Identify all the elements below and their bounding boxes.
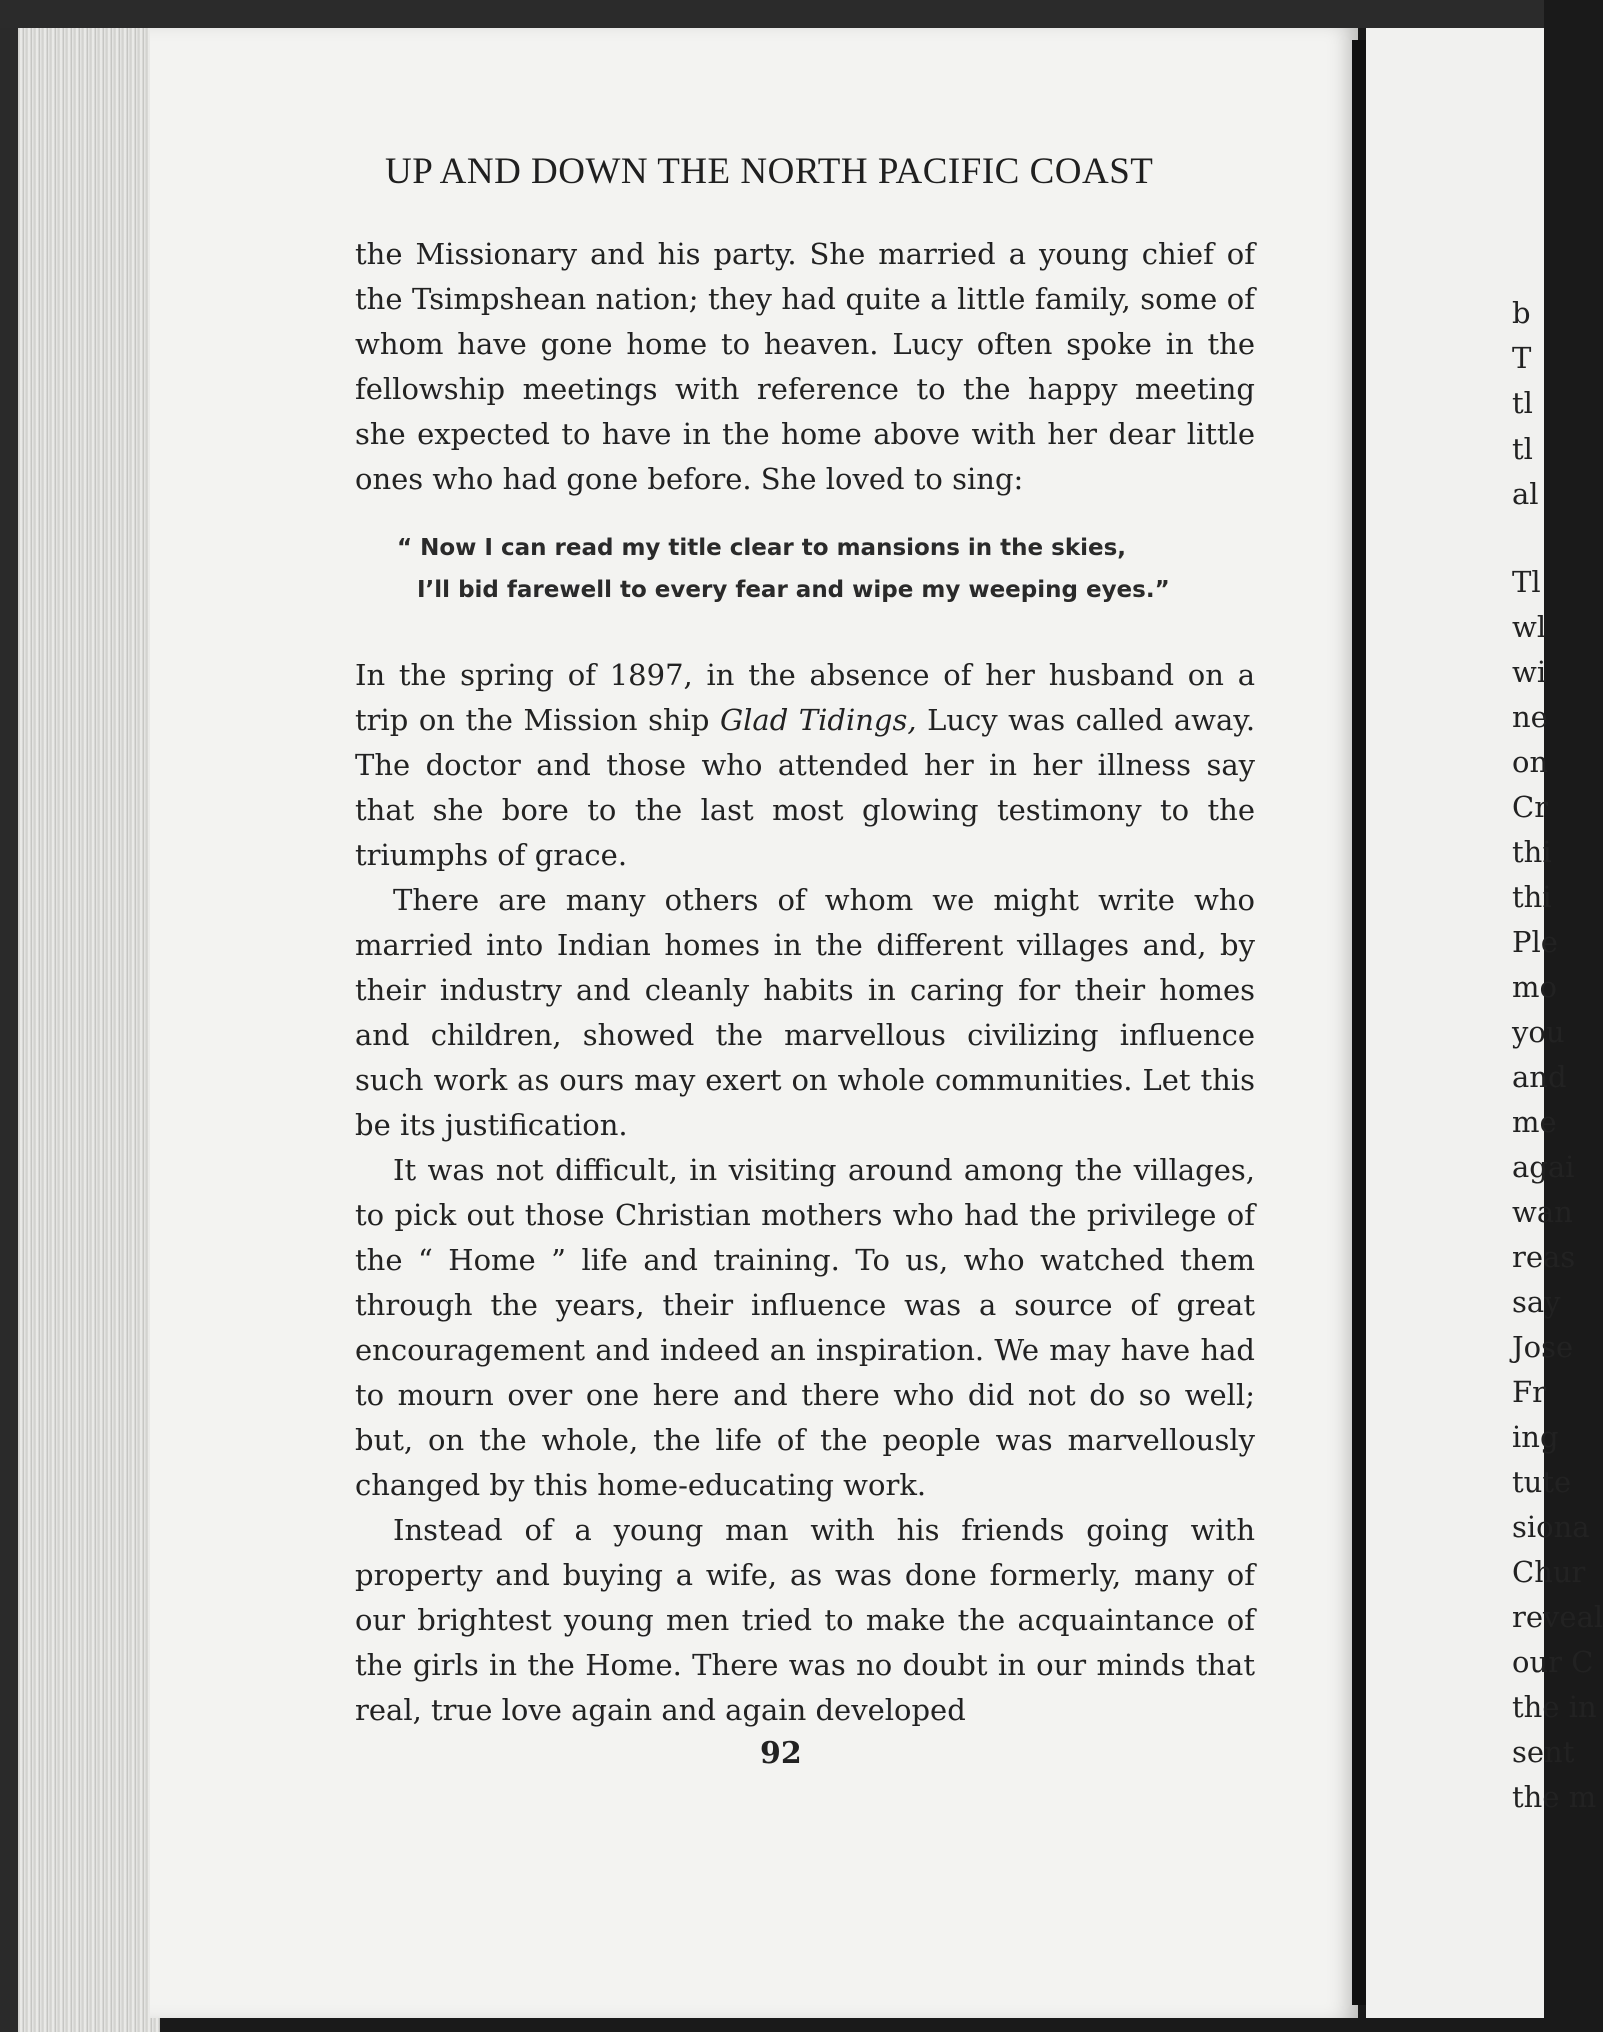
right-page-fragment: al <box>1512 477 1539 511</box>
right-page-fragment: T <box>1512 341 1532 375</box>
paragraph-3: There are many others of whom we might write who married into Indian homes in the different villages and, by their industry and cleanly habits in caring for their homes and children, showed the marvellous civilizing influence such work as ours may exert on whole communities. Let this be its justification. <box>355 883 1255 1142</box>
right-page-fragment: Fr <box>1512 1375 1546 1409</box>
right-page-fragment: Ple <box>1512 925 1558 959</box>
right-page-fragment: on <box>1512 745 1549 779</box>
right-page-fragment: thi <box>1512 835 1552 869</box>
paragraph-2 <box>355 653 1255 878</box>
right-page-fragment: wi <box>1512 655 1547 689</box>
page-body <box>355 232 1255 1733</box>
running-head: UP AND DOWN THE NORTH PACIFIC COAST <box>385 151 1154 192</box>
paragraph-1: the Missionary and his party. She married a young chief of the Tsimpshean nation; they had quite a little family, some of whom have gone home to heaven. Lucy often spoke in the fellowship meetings with reference to the happy meeting she expected to have in the home above with her dear little ones who had gone before. She loved to sing: <box>355 237 1255 496</box>
paragraph-4: It was not difficult, in visiting around among the villages, to pick out those Christian mothers who had the privilege of the “ Home ” life and training. To us, who watched them through the years, their influence was a source of great encouragement and indeed an inspiration. We may have had to mourn over one here and there who did not do so well; but, on the whole, the life of the people was marvellously changed by this home-educating work. <box>355 1153 1255 1502</box>
right-page-fragment: Cr <box>1512 790 1549 824</box>
right-page-fragment: say <box>1512 1285 1561 1319</box>
right-page-fragment: b <box>1512 296 1531 330</box>
paragraph-2-end: Lucy was called away. The doctor and those who attended her in her illness say that she bore to the last most glowing testimony to the triumphs of grace. <box>355 703 1256 872</box>
book-page-edges <box>0 0 160 2032</box>
right-page-fragment: Jose <box>1512 1330 1574 1364</box>
right-page-fragment: Tl <box>1512 565 1541 599</box>
right-page-fragment: siona <box>1512 1510 1590 1544</box>
right-page-fragment: me <box>1512 1105 1557 1139</box>
paragraph-5: Instead of a young man with his friends going with property and buying a wife, as was done formerly, many of our brightest young men tried to make the acquaintance of the girls in the Home. There was no doubt in our minds that real, true love again and again developed <box>355 1513 1255 1727</box>
right-page-fragment: ing <box>1512 1420 1559 1454</box>
page-number: 92 <box>760 1736 802 1771</box>
right-page-fragment: our C <box>1512 1645 1594 1679</box>
right-page-fragment: tute <box>1512 1465 1572 1499</box>
right-page-fragment: thi <box>1512 880 1552 914</box>
right-page-fragment: mo <box>1512 970 1557 1004</box>
paragraph-2-start: In the spring of 1897, in the absence of her husband on a trip on the Mission ship <box>355 658 1255 737</box>
book-cover-edge <box>0 0 18 2032</box>
right-page-fragment: Chur <box>1512 1555 1586 1589</box>
right-page-fragment: you <box>1512 1015 1565 1049</box>
right-page-fragment: tl <box>1512 386 1533 420</box>
right-page-fragment: reveal <box>1512 1600 1603 1634</box>
right-page-fragment: tl <box>1512 432 1533 466</box>
right-page-fragment: agai <box>1512 1150 1575 1184</box>
right-page-fragment: wl <box>1512 610 1547 644</box>
verse-line-1: “ Now I can read my title clear to mansions in the skies, <box>397 535 1127 561</box>
book-top-edge <box>0 0 1544 28</box>
ship-name: Glad Tidings, <box>719 703 917 737</box>
verse-quote <box>397 527 1255 611</box>
right-page-fragment: reas <box>1512 1240 1576 1274</box>
right-page-fragment: wan <box>1512 1195 1573 1229</box>
right-page-fragment: ne <box>1512 700 1548 734</box>
right-page-fragment: and <box>1512 1060 1567 1094</box>
verse-line-2: I’ll bid farewell to every fear and wipe my weeping eyes.” <box>417 577 1170 603</box>
right-page-fragment: the in <box>1512 1690 1597 1724</box>
right-page-fragment: the m <box>1512 1780 1597 1814</box>
right-page-fragment: sent <box>1512 1735 1575 1769</box>
